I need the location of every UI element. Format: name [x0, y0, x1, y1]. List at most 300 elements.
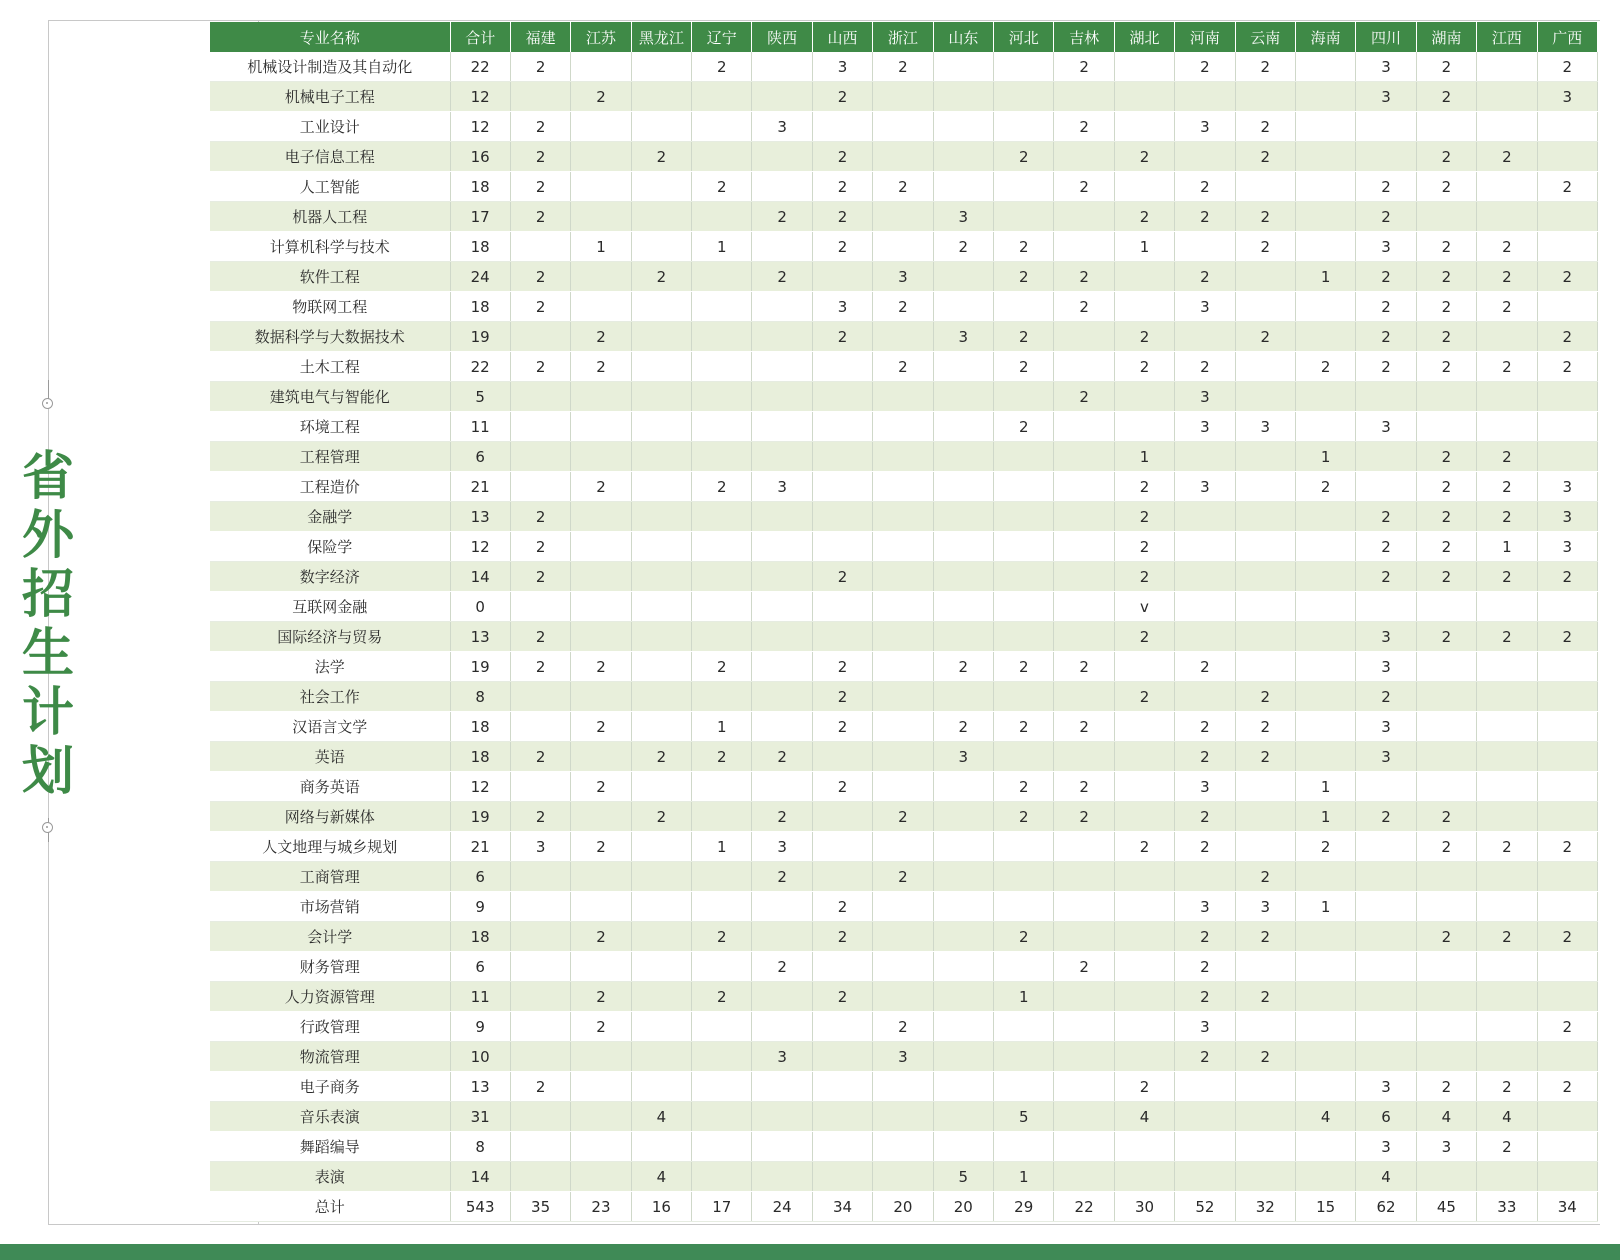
quota-cell: 2: [1175, 1042, 1235, 1072]
total-cell: 5: [450, 382, 510, 412]
quota-cell: [1054, 592, 1114, 622]
quota-cell: 3: [752, 112, 812, 142]
quota-cell: 2: [812, 322, 872, 352]
quota-cell: 2: [812, 652, 872, 682]
quota-cell: 2: [1537, 262, 1597, 292]
quota-cell: [933, 52, 993, 82]
quota-cell: 2: [994, 922, 1054, 952]
quota-cell: 3: [1537, 502, 1597, 532]
table-row: [210, 262, 1598, 292]
major-name-cell: 机器人工程: [210, 202, 450, 232]
quota-cell: 16: [631, 1192, 691, 1222]
quota-cell: [933, 172, 993, 202]
quota-cell: 35: [510, 1192, 570, 1222]
quota-cell: [1054, 982, 1114, 1012]
quota-cell: [571, 1102, 631, 1132]
quota-cell: [994, 952, 1054, 982]
quota-cell: 2: [1114, 1072, 1174, 1102]
quota-cell: [1235, 262, 1295, 292]
quota-cell: [1175, 322, 1235, 352]
quota-cell: [994, 1072, 1054, 1102]
quota-cell: [933, 442, 993, 472]
quota-cell: [752, 1162, 812, 1192]
quota-cell: [692, 382, 752, 412]
major-name-cell: 软件工程: [210, 262, 450, 292]
quota-cell: [1477, 802, 1537, 832]
quota-cell: 2: [812, 232, 872, 262]
quota-cell: [631, 352, 691, 382]
major-name-cell: 环境工程: [210, 412, 450, 442]
quota-cell: [812, 832, 872, 862]
quota-cell: [873, 772, 933, 802]
quota-cell: [631, 472, 691, 502]
quota-cell: [752, 82, 812, 112]
quota-cell: [933, 562, 993, 592]
quota-cell: [1295, 112, 1355, 142]
quota-cell: [1537, 592, 1597, 622]
quota-cell: [1537, 112, 1597, 142]
quota-cell: 2: [994, 262, 1054, 292]
quota-cell: 2: [752, 202, 812, 232]
quota-cell: [752, 532, 812, 562]
quota-cell: 2: [1416, 562, 1476, 592]
enrollment-plan-table: [210, 22, 1598, 1222]
quota-cell: 2: [1477, 232, 1537, 262]
quota-cell: [752, 1102, 812, 1132]
quota-cell: 2: [994, 142, 1054, 172]
quota-cell: 2: [692, 472, 752, 502]
quota-cell: [1295, 142, 1355, 172]
quota-cell: 2: [1235, 322, 1295, 352]
quota-cell: [631, 622, 691, 652]
quota-cell: [752, 412, 812, 442]
quota-cell: 2: [571, 472, 631, 502]
quota-cell: 2: [1235, 712, 1295, 742]
quota-cell: 2: [1114, 142, 1174, 172]
quota-cell: [631, 442, 691, 472]
quota-cell: [571, 562, 631, 592]
quota-cell: [1295, 412, 1355, 442]
table-body: [210, 52, 1598, 1222]
quota-cell: [994, 742, 1054, 772]
quota-cell: 1: [1295, 802, 1355, 832]
quota-cell: [1416, 772, 1476, 802]
quota-cell: 2: [510, 622, 570, 652]
quota-cell: 2: [1054, 292, 1114, 322]
quota-cell: [812, 742, 872, 772]
quota-cell: 2: [1356, 562, 1416, 592]
title-char: 划: [21, 742, 74, 802]
quota-cell: [994, 202, 1054, 232]
column-header-province: 海南: [1295, 22, 1355, 52]
quota-cell: [571, 742, 631, 772]
quota-cell: [1537, 1042, 1597, 1072]
quota-cell: [994, 682, 1054, 712]
quota-cell: [994, 502, 1054, 532]
quota-cell: [873, 832, 933, 862]
quota-cell: [1114, 772, 1174, 802]
quota-cell: [1356, 892, 1416, 922]
quota-cell: [1235, 1132, 1295, 1162]
quota-cell: 2: [510, 532, 570, 562]
quota-cell: 2: [1356, 322, 1416, 352]
quota-cell: 3: [510, 832, 570, 862]
quota-cell: [571, 622, 631, 652]
quota-cell: [994, 442, 1054, 472]
quota-cell: [1537, 862, 1597, 892]
quota-cell: [994, 562, 1054, 592]
major-name-cell: 数据科学与大数据技术: [210, 322, 450, 352]
total-cell: 6: [450, 442, 510, 472]
quota-cell: 2: [812, 202, 872, 232]
quota-cell: [571, 502, 631, 532]
column-header-province: 河北: [994, 22, 1054, 52]
quota-cell: [1356, 112, 1416, 142]
quota-cell: 2: [994, 712, 1054, 742]
table-row: [210, 892, 1598, 922]
quota-cell: 2: [1175, 352, 1235, 382]
quota-cell: 2: [1175, 52, 1235, 82]
quota-cell: [692, 1162, 752, 1192]
column-header-province: 江苏: [571, 22, 631, 52]
quota-cell: [1054, 742, 1114, 772]
quota-cell: [1477, 82, 1537, 112]
quota-cell: 2: [1054, 52, 1114, 82]
table-row: [210, 862, 1598, 892]
quota-cell: [1477, 112, 1537, 142]
quota-cell: 2: [1477, 262, 1537, 292]
quota-cell: 2: [1114, 322, 1174, 352]
quota-cell: [692, 142, 752, 172]
quota-cell: 3: [1175, 382, 1235, 412]
quota-cell: 2: [812, 892, 872, 922]
quota-cell: 2: [1416, 442, 1476, 472]
title-char: 外: [21, 506, 74, 566]
quota-cell: [1235, 562, 1295, 592]
quota-cell: [1537, 1102, 1597, 1132]
quota-cell: [692, 772, 752, 802]
quota-cell: [1295, 682, 1355, 712]
quota-cell: 3: [1537, 532, 1597, 562]
quota-cell: 6: [1356, 1102, 1416, 1132]
quota-cell: [873, 652, 933, 682]
quota-cell: 1: [1295, 442, 1355, 472]
quota-cell: 2: [1235, 232, 1295, 262]
quota-cell: 2: [1054, 652, 1114, 682]
quota-cell: [933, 412, 993, 442]
quota-cell: [1054, 1012, 1114, 1042]
quota-cell: 2: [510, 202, 570, 232]
table-row: [210, 382, 1598, 412]
quota-cell: 4: [1114, 1102, 1174, 1132]
quota-cell: 1: [1295, 262, 1355, 292]
quota-cell: [1295, 232, 1355, 262]
quota-cell: [812, 382, 872, 412]
quota-cell: [1477, 1042, 1537, 1072]
quota-cell: 2: [510, 52, 570, 82]
quota-cell: [1537, 1132, 1597, 1162]
quota-cell: [1356, 952, 1416, 982]
table-row: [210, 142, 1598, 172]
table-row: [210, 472, 1598, 502]
quota-cell: [510, 892, 570, 922]
quota-cell: 2: [1356, 172, 1416, 202]
quota-cell: 2: [571, 322, 631, 352]
quota-cell: 2: [994, 772, 1054, 802]
quota-cell: [933, 982, 993, 1012]
quota-cell: 2: [752, 262, 812, 292]
quota-cell: 3: [1537, 82, 1597, 112]
quota-cell: [1295, 322, 1355, 352]
quota-cell: [1416, 952, 1476, 982]
quota-cell: [1054, 832, 1114, 862]
quota-cell: [1114, 262, 1174, 292]
quota-cell: [1235, 382, 1295, 412]
quota-cell: [692, 322, 752, 352]
quota-cell: [631, 322, 691, 352]
quota-cell: [752, 652, 812, 682]
quota-cell: [510, 322, 570, 352]
quota-cell: [933, 502, 993, 532]
quota-cell: [994, 472, 1054, 502]
quota-cell: 3: [1356, 1072, 1416, 1102]
quota-cell: 33: [1477, 1192, 1537, 1222]
quota-cell: 3: [1356, 82, 1416, 112]
quota-cell: 2: [1356, 532, 1416, 562]
quota-cell: 2: [571, 832, 631, 862]
quota-cell: [812, 1102, 872, 1132]
quota-cell: [1054, 892, 1114, 922]
quota-cell: [1416, 412, 1476, 442]
quota-cell: 2: [692, 172, 752, 202]
quota-cell: 2: [1175, 742, 1235, 772]
quota-cell: 2: [571, 712, 631, 742]
quota-cell: [873, 202, 933, 232]
quota-cell: [571, 52, 631, 82]
total-cell: 21: [450, 832, 510, 862]
quota-cell: [812, 262, 872, 292]
quota-cell: [1295, 982, 1355, 1012]
major-name-cell: 汉语言文学: [210, 712, 450, 742]
quota-cell: [510, 862, 570, 892]
quota-cell: [933, 922, 993, 952]
quota-cell: 2: [510, 562, 570, 592]
quota-cell: [812, 442, 872, 472]
total-cell: 13: [450, 1072, 510, 1102]
major-name-cell: 工商管理: [210, 862, 450, 892]
column-header-province: 江西: [1477, 22, 1537, 52]
quota-cell: [510, 1012, 570, 1042]
pin-bottom-icon: [42, 822, 53, 833]
quota-cell: 2: [1235, 922, 1295, 952]
quota-cell: [1295, 1012, 1355, 1042]
quota-cell: [1175, 1162, 1235, 1192]
quota-cell: [1537, 982, 1597, 1012]
quota-cell: 2: [1537, 352, 1597, 382]
quota-cell: [1235, 292, 1295, 322]
quota-cell: 2: [571, 772, 631, 802]
quota-cell: 20: [933, 1192, 993, 1222]
quota-cell: [1356, 592, 1416, 622]
quota-cell: [1175, 1132, 1235, 1162]
quota-cell: 2: [1416, 352, 1476, 382]
quota-cell: [510, 472, 570, 502]
quota-cell: [1416, 742, 1476, 772]
major-name-cell: 人工智能: [210, 172, 450, 202]
quota-cell: [752, 1132, 812, 1162]
quota-cell: 1: [1477, 532, 1537, 562]
quota-cell: 2: [1175, 922, 1235, 952]
quota-cell: 2: [510, 112, 570, 142]
quota-cell: 2: [1114, 622, 1174, 652]
quota-cell: 1: [1295, 892, 1355, 922]
quota-cell: [933, 1012, 993, 1042]
quota-cell: 2: [933, 652, 993, 682]
quota-cell: 2: [692, 652, 752, 682]
quota-cell: [1175, 592, 1235, 622]
quota-cell: [631, 682, 691, 712]
quota-cell: 5: [994, 1102, 1054, 1132]
quota-cell: 2: [812, 772, 872, 802]
quota-cell: 2: [1235, 142, 1295, 172]
quota-cell: [1175, 232, 1235, 262]
quota-cell: 3: [1175, 472, 1235, 502]
quota-cell: 2: [1477, 1072, 1537, 1102]
quota-cell: [1175, 682, 1235, 712]
quota-cell: 2: [1054, 952, 1114, 982]
quota-cell: 2: [812, 922, 872, 952]
quota-cell: [752, 322, 812, 352]
quota-cell: 2: [692, 52, 752, 82]
quota-cell: [752, 52, 812, 82]
quota-cell: 2: [1477, 442, 1537, 472]
quota-cell: [1054, 502, 1114, 532]
major-name-cell: 法学: [210, 652, 450, 682]
total-cell: 19: [450, 322, 510, 352]
total-cell: 16: [450, 142, 510, 172]
quota-cell: 2: [1175, 712, 1235, 742]
quota-cell: [1477, 172, 1537, 202]
quota-cell: [1054, 1102, 1114, 1132]
quota-cell: 22: [1054, 1192, 1114, 1222]
quota-cell: [1295, 52, 1355, 82]
quota-cell: [1054, 82, 1114, 112]
quota-cell: [1054, 142, 1114, 172]
quota-cell: [933, 1132, 993, 1162]
quota-cell: [631, 412, 691, 442]
quota-cell: 3: [752, 472, 812, 502]
table-row: [210, 1042, 1598, 1072]
quota-cell: [692, 892, 752, 922]
table-row: [210, 322, 1598, 352]
total-cell: 6: [450, 862, 510, 892]
quota-cell: [631, 202, 691, 232]
quota-cell: 3: [1175, 112, 1235, 142]
quota-cell: [1537, 772, 1597, 802]
quota-cell: 2: [692, 742, 752, 772]
quota-cell: [1295, 1162, 1355, 1192]
quota-cell: [1235, 802, 1295, 832]
column-header-province: 福建: [510, 22, 570, 52]
quota-cell: [1235, 82, 1295, 112]
quota-cell: 2: [1054, 172, 1114, 202]
total-cell: 18: [450, 172, 510, 202]
quota-cell: [631, 652, 691, 682]
quota-cell: [631, 232, 691, 262]
quota-cell: 3: [1175, 772, 1235, 802]
quota-cell: [994, 1012, 1054, 1042]
quota-cell: 2: [1175, 172, 1235, 202]
quota-cell: [1114, 802, 1174, 832]
quota-cell: [752, 382, 812, 412]
quota-cell: [812, 622, 872, 652]
total-cell: 14: [450, 1162, 510, 1192]
quota-cell: [510, 1162, 570, 1192]
quota-cell: 2: [994, 352, 1054, 382]
quota-cell: [631, 922, 691, 952]
quota-cell: [1054, 562, 1114, 592]
quota-cell: [1054, 202, 1114, 232]
quota-cell: 3: [1175, 892, 1235, 922]
quota-cell: [873, 82, 933, 112]
quota-cell: [1537, 742, 1597, 772]
quota-cell: [812, 502, 872, 532]
quota-cell: [692, 112, 752, 142]
quota-cell: [1054, 862, 1114, 892]
quota-cell: 2: [1054, 802, 1114, 832]
quota-cell: [1235, 1162, 1295, 1192]
quota-cell: [873, 382, 933, 412]
quota-cell: [571, 802, 631, 832]
quota-cell: 3: [812, 52, 872, 82]
quota-cell: [692, 352, 752, 382]
quota-cell: [812, 112, 872, 142]
quota-cell: 2: [1295, 832, 1355, 862]
quota-cell: [1416, 892, 1476, 922]
quota-cell: [933, 292, 993, 322]
major-name-cell: 行政管理: [210, 1012, 450, 1042]
quota-cell: 2: [1416, 292, 1476, 322]
quota-cell: [752, 592, 812, 622]
quota-cell: 3: [1356, 652, 1416, 682]
total-cell: 6: [450, 952, 510, 982]
quota-cell: [1416, 982, 1476, 1012]
quota-cell: [1175, 82, 1235, 112]
quota-cell: [571, 442, 631, 472]
quota-cell: 2: [1114, 562, 1174, 592]
quota-cell: [1114, 952, 1174, 982]
quota-cell: 2: [994, 802, 1054, 832]
quota-cell: [510, 922, 570, 952]
quota-cell: [631, 892, 691, 922]
major-name-cell: 互联网金融: [210, 592, 450, 622]
quota-cell: 2: [1235, 1042, 1295, 1072]
quota-cell: [1235, 952, 1295, 982]
quota-cell: 2: [1416, 832, 1476, 862]
quota-cell: [752, 892, 812, 922]
quota-cell: 3: [752, 832, 812, 862]
quota-cell: [692, 1102, 752, 1132]
quota-cell: [933, 952, 993, 982]
major-name-cell: 舞蹈编导: [210, 1132, 450, 1162]
quota-cell: [692, 952, 752, 982]
quota-cell: [933, 262, 993, 292]
quota-cell: 5: [933, 1162, 993, 1192]
quota-cell: [812, 532, 872, 562]
quota-cell: [1175, 502, 1235, 532]
major-name-cell: 音乐表演: [210, 1102, 450, 1132]
quota-cell: 1: [692, 832, 752, 862]
